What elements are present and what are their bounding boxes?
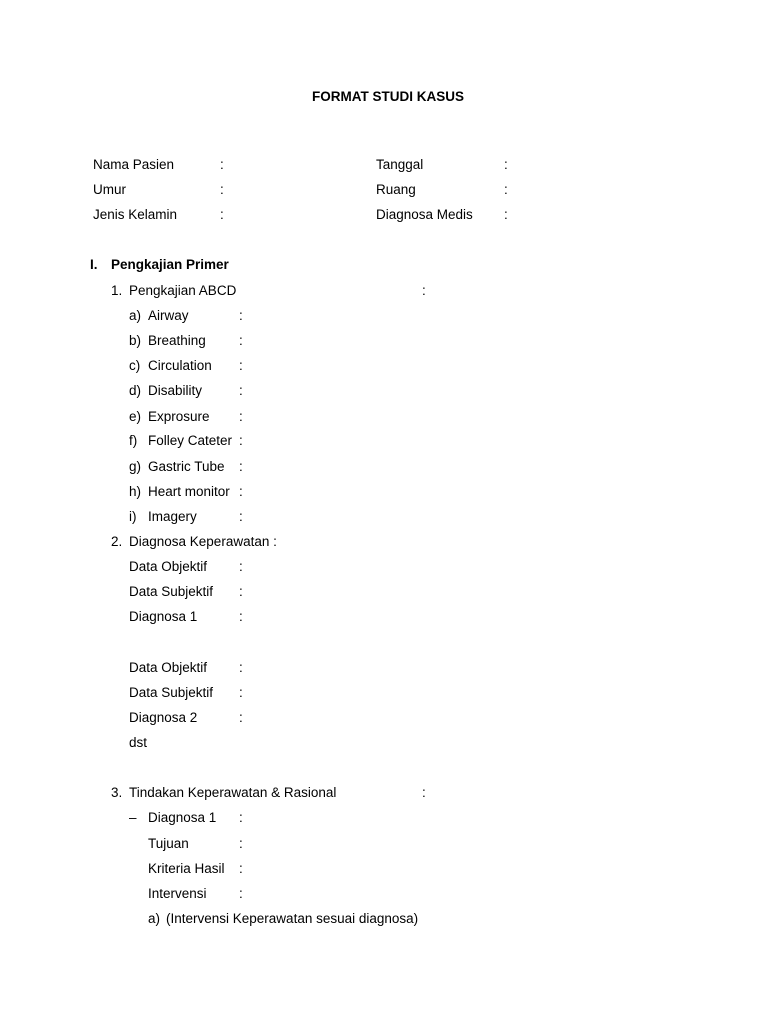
list-marker: e) <box>129 409 142 424</box>
field-separator: : <box>239 810 243 825</box>
sub-item-exprosure: Exprosure <box>148 409 210 424</box>
page-title: FORMAT STUDI KASUS <box>312 89 464 104</box>
sub-item-gastric-tube: Gastric Tube <box>148 459 225 474</box>
section-title: Pengkajian Primer <box>111 257 229 272</box>
field-label-tanggal: Tanggal <box>376 157 424 172</box>
sub-item-imagery: Imagery <box>148 509 197 524</box>
field-separator: : <box>239 609 243 624</box>
field-separator: : <box>239 559 243 574</box>
sub-item-circulation: Circulation <box>148 358 212 373</box>
field-separator: : <box>239 358 243 373</box>
sub-item-disability: Disability <box>148 383 203 398</box>
field-separator: : <box>220 157 224 172</box>
field-label-diagnosa-medis: Diagnosa Medis <box>376 207 473 222</box>
list-marker: c) <box>129 358 141 373</box>
field-separator: : <box>239 584 243 599</box>
field-label-umur: Umur <box>93 182 126 197</box>
field-label-data-subjektif: Data Subjektif <box>129 584 214 599</box>
list-marker: d) <box>129 383 142 398</box>
field-separator: : <box>220 207 224 222</box>
etc-text: dst <box>129 735 148 750</box>
list-marker: a) <box>129 308 142 323</box>
field-label-intervensi: Intervensi <box>148 886 207 901</box>
field-separator: : <box>239 685 243 700</box>
field-separator: : <box>239 433 243 448</box>
field-separator: : <box>239 836 243 851</box>
field-separator: : <box>504 157 508 172</box>
field-label-diagnosa-2: Diagnosa 2 <box>129 710 198 725</box>
item-label-diagnosa-keperawatan: Diagnosa Keperawatan : <box>129 534 277 549</box>
field-separator: : <box>239 861 243 876</box>
field-separator: : <box>239 509 243 524</box>
sub-item-folley-cateter: Folley Cateter <box>148 433 233 448</box>
list-number: 1. <box>111 283 123 298</box>
field-separator: : <box>239 660 243 675</box>
field-label-kriteria-hasil: Kriteria Hasil <box>148 861 225 876</box>
list-marker: h) <box>129 484 142 499</box>
field-separator: : <box>239 333 243 348</box>
field-separator: : <box>239 484 243 499</box>
list-marker: g) <box>129 459 142 474</box>
sub-item-heart-monitor: Heart monitor <box>148 484 230 499</box>
field-separator: : <box>504 207 508 222</box>
list-marker: f) <box>129 433 138 448</box>
item-label-pengkajian-abcd: Pengkajian ABCD <box>129 283 237 298</box>
intervention-placeholder-text: (Intervensi Keperawatan sesuai diagnosa) <box>166 911 419 926</box>
field-separator: : <box>504 182 508 197</box>
section-number: I. <box>90 257 98 272</box>
field-label-data-objektif: Data Objektif <box>129 660 208 675</box>
field-separator: : <box>239 710 243 725</box>
sub-item-breathing: Breathing <box>148 333 206 348</box>
field-separator: : <box>239 886 243 901</box>
field-separator: : <box>239 383 243 398</box>
field-separator: : <box>422 283 426 298</box>
list-number: 2. <box>111 534 123 549</box>
field-separator: : <box>239 459 243 474</box>
field-label-diagnosa-1: Diagnosa 1 <box>129 609 198 624</box>
field-separator: : <box>422 785 426 800</box>
field-label-diagnosa-1: Diagnosa 1 <box>148 810 217 825</box>
field-separator: : <box>239 409 243 424</box>
field-label-data-objektif: Data Objektif <box>129 559 208 574</box>
field-label-tujuan: Tujuan <box>148 836 189 851</box>
item-label-tindakan-keperawatan: Tindakan Keperawatan & Rasional <box>129 785 337 800</box>
list-marker: b) <box>129 333 142 348</box>
list-number: 3. <box>111 785 123 800</box>
field-label-jenis-kelamin: Jenis Kelamin <box>93 207 178 222</box>
field-separator: : <box>220 182 224 197</box>
field-label-data-subjektif: Data Subjektif <box>129 685 214 700</box>
list-marker: i) <box>129 509 137 524</box>
list-marker: a) <box>148 911 161 926</box>
field-label-nama-pasien: Nama Pasien <box>93 157 175 172</box>
field-label-ruang: Ruang <box>376 182 416 197</box>
dash-bullet: – <box>129 810 137 825</box>
field-separator: : <box>239 308 243 323</box>
sub-item-airway: Airway <box>148 308 189 323</box>
